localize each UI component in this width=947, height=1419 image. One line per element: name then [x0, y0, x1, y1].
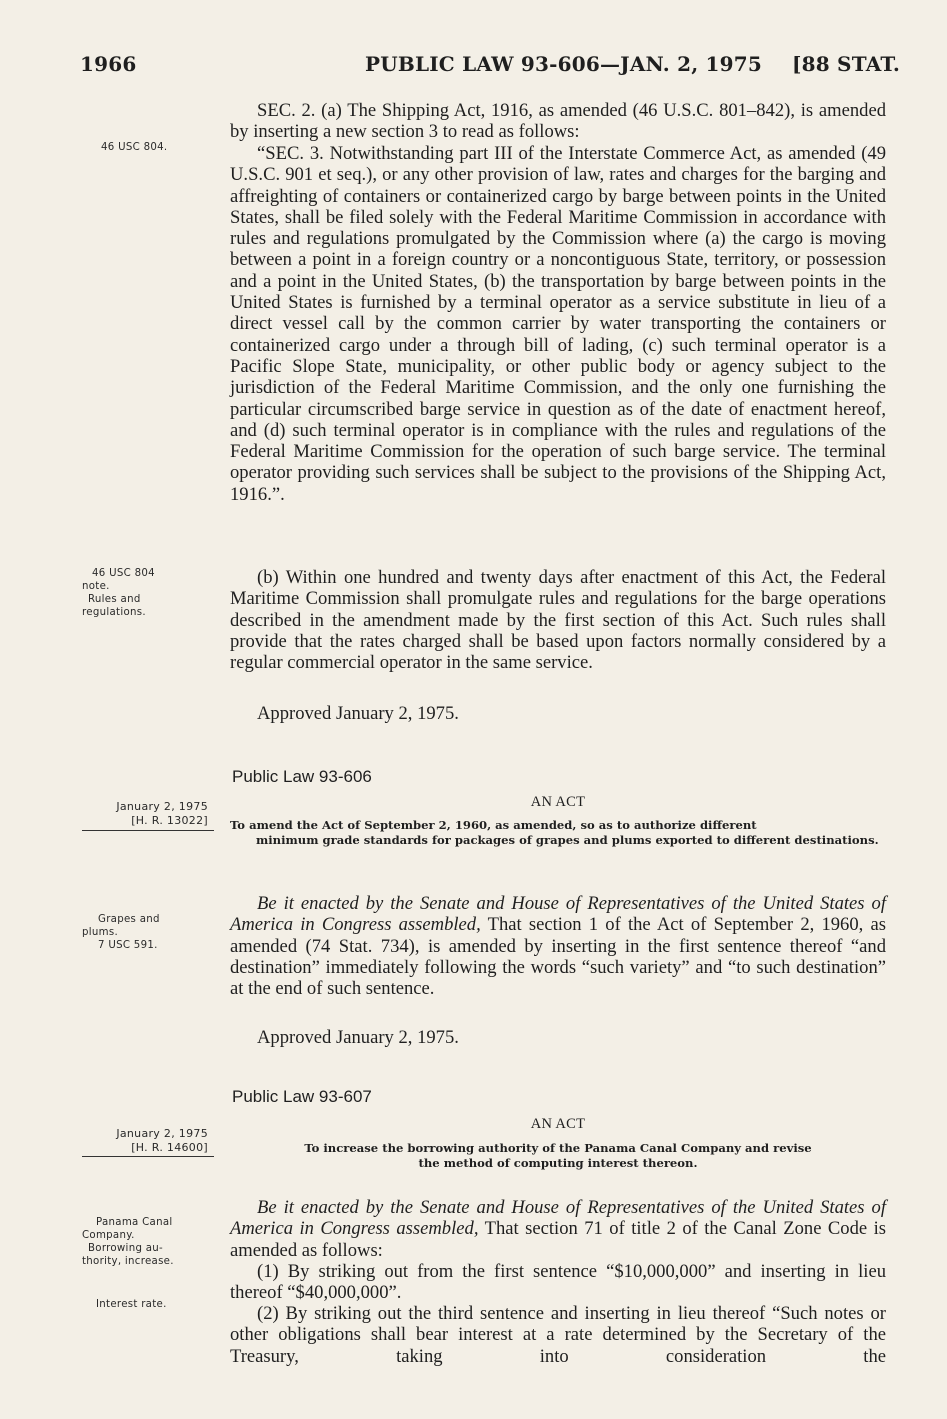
margin-note-law1-date [80, 800, 208, 828]
enacting-text: That section 1 of the Act of September 2, 1960, as amended (74 Stat. 734), is amended by inserting in the first sentence thereof “and destination” immediately following the words “such variety” and “to such destination” at the end of such sentence. [230, 914, 886, 1000]
margin-note-line: Panama Canal [96, 1217, 173, 1228]
margin-note-line: Company. [82, 1230, 135, 1241]
purpose-line: To increase the borrowing authority of the Panama Canal Company and revise [304, 1141, 812, 1155]
divider [82, 830, 214, 831]
margin-note-grapes [82, 913, 160, 952]
divider [82, 1156, 214, 1157]
law-93-607-enacting-clause [230, 1197, 886, 1261]
statute-volume: [88 STAT. [792, 52, 900, 76]
margin-note-line: thority, increase. [82, 1256, 174, 1267]
margin-note-46usc804: 46 USC 804. [101, 142, 168, 153]
running-head-title: PUBLIC LAW 93-606—JAN. 2, 1975 [365, 52, 762, 76]
sec2-a-paragraph: SEC. 2. (a) The Shipping Act, 1916, as amended (46 U.S.C. 801–842), is amended by inserting a new section 3 to read as follows: [230, 100, 886, 143]
margin-note-line: Borrowing au- [88, 1243, 164, 1254]
law-93-607-item-2: (2) By striking out the third sentence and inserting in lieu thereof “Such notes or other obligations shall bear interest at a rate determined by the Secretary of the Treasury, taking into consideration the [230, 1303, 886, 1367]
sec3-paragraph: “SEC. 3. Notwithstanding part III of the Interstate Commerce Act, as amended (49 U.S.C. 901 et seq.), or any other provision of law, rates and charges for the barging and affreighting of containers or containerized cargo by barge between points in the United States, shall be filed solely with the Federal Maritime Commission in accordance with rules and regulations promulgated by the Commission where (a) the cargo is moving between a point in a foreign country or a noncontiguous State, territory, or possession and a point in the United States, (b) the transportation by barge between points in the United States is furnished by a terminal operator as a service substitute in lieu of a direct vessel call by the common carrier by water transporting the containers or containerized cargo under a through bill of lading, (c) such terminal operator is a Pacific Slope State, municipality, or other public body or agency subject to the jurisdiction of the Federal Maritime Commission, and the only one furnishing the particular circumscribed barge service in question as of the date of enactment hereof, and (d) such terminal operator is in compliance with the rules and regulations of the Federal Maritime Commission for the operation of such barge service. The terminal operator providing such services shall be subject to the provisions of the Shipping Act, 1916.”. [230, 143, 886, 505]
enacting-formula: Be it enacted by the Senate and House of Representatives of the United States of America in Congress assembled, [230, 893, 886, 936]
margin-note-line: note. [82, 581, 110, 592]
law-93-607-purpose [230, 1141, 886, 1171]
purpose-line: minimum grade standards for packages of grapes and plums exported to different destinations. [256, 833, 879, 847]
sec2-b-paragraph: (b) Within one hundred and twenty days after enactment of this Act, the Federal Maritime Commission shall promulgate rules and regulations for the barge operations described in the amendment made by the first section of this Act. Such rules shall provide that the rates charged shall be based upon factors normally considered by a regular commercial operator in the same service. [230, 567, 886, 674]
margin-note-line: January 2, 1975 [116, 800, 208, 813]
margin-note-law2-date [80, 1127, 208, 1155]
margin-note-panama [82, 1216, 174, 1268]
margin-note-interest-rate: Interest rate. [96, 1299, 167, 1310]
margin-note-line: plums. [82, 927, 119, 938]
margin-note-line: [H. R. 13022] [131, 814, 208, 827]
margin-note-46usc804-note [82, 567, 155, 619]
enacting-formula: Be it enacted by the Senate and House of Representatives of the United States of America in Congress assembled, [230, 1197, 886, 1240]
law-93-606-an-act: AN ACT [530, 794, 586, 810]
law-93-606-approved: Approved January 2, 1975. [257, 1027, 459, 1048]
purpose-line: To amend the Act of September 2, 1960, as amended, so as to authorize different [230, 818, 757, 832]
law-93-606-purpose [230, 818, 886, 848]
margin-note-line: Grapes and [98, 914, 160, 925]
purpose-line: the method of computing interest thereon. [418, 1156, 698, 1170]
enacting-text: That section 71 of title 2 of the Canal Zone Code is amended as follows: [230, 1218, 886, 1261]
sec2-approved: Approved January 2, 1975. [257, 703, 459, 724]
margin-note-line: [H. R. 14600] [131, 1141, 208, 1154]
law-93-607-an-act: AN ACT [530, 1116, 586, 1132]
law-93-607-item-1: (1) By striking out from the first sentence “$10,000,000” and inserting in lieu thereof “$40,000,000”. [230, 1261, 886, 1304]
margin-note-line: 7 USC 591. [98, 940, 158, 951]
margin-note-line: 46 USC 804 [92, 568, 155, 579]
law-93-606-title: Public Law 93-606 [232, 767, 372, 786]
margin-note-line: January 2, 1975 [116, 1127, 208, 1140]
law-93-606-enacting-clause [230, 893, 886, 999]
margin-note-line: regulations. [82, 607, 146, 618]
page-number: 1966 [80, 52, 137, 76]
law-93-607-title: Public Law 93-607 [232, 1087, 372, 1106]
margin-note-line: Rules and [88, 594, 141, 605]
